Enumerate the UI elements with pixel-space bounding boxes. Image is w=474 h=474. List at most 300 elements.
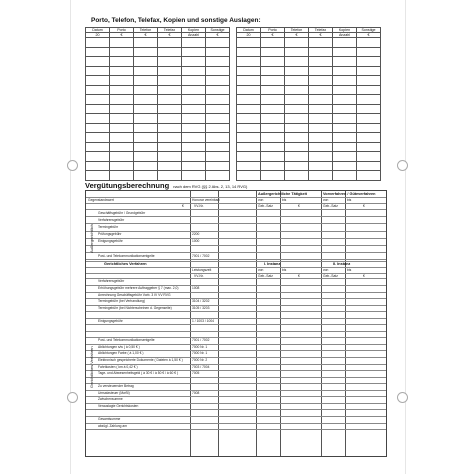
porto-cell[interactable]: [206, 142, 230, 152]
porto-cell[interactable]: [86, 104, 110, 114]
fee-label-b: Ablichtungen Farbe ( à 1,00 € ): [98, 351, 144, 356]
porto-cell[interactable]: [261, 57, 285, 67]
porto-header: Kopien: [182, 28, 206, 33]
porto-cell[interactable]: [158, 133, 182, 143]
porto-cell[interactable]: [309, 47, 333, 57]
fee-label-a: Post- und Telekommunikationsentgelte: [98, 253, 155, 258]
porto-cell[interactable]: [134, 142, 158, 152]
euro-label: €: [298, 204, 300, 208]
porto-header: Sonstige: [357, 28, 381, 33]
vv-number-b: 7003 / 7004: [192, 364, 210, 369]
porto-cell[interactable]: [309, 95, 333, 105]
porto-cell[interactable]: [237, 66, 261, 76]
porto-cell[interactable]: [110, 123, 134, 133]
porto-header: Kopien: [333, 28, 357, 33]
porto-cell[interactable]: [110, 152, 134, 162]
porto-cell[interactable]: [357, 57, 381, 67]
porto-cell[interactable]: [261, 152, 285, 162]
porto-cell[interactable]: [182, 171, 206, 181]
porto-title: Porto, Telefon, Telefax, Kopien und sonstige Auslagen:: [91, 17, 261, 24]
porto-cell[interactable]: [333, 171, 357, 181]
fee-label-b: Verfahrensgebühr: [98, 279, 125, 284]
porto-cell[interactable]: [357, 133, 381, 143]
porto-cell[interactable]: [86, 123, 110, 133]
porto-cell[interactable]: [237, 57, 261, 67]
porto-cell[interactable]: [206, 152, 230, 162]
row-line: [86, 259, 386, 260]
row-line: [86, 216, 386, 217]
row-line: [86, 416, 386, 417]
punch-hole: [397, 160, 408, 171]
porto-cell[interactable]: [158, 142, 182, 152]
header-instanz2: II. Instanz: [333, 262, 351, 267]
porto-cell[interactable]: [134, 114, 158, 124]
porto-cell[interactable]: [86, 47, 110, 57]
porto-cell[interactable]: [285, 76, 309, 86]
porto-cell[interactable]: [86, 76, 110, 86]
porto-cell[interactable]: [134, 104, 158, 114]
porto-cell[interactable]: [357, 104, 381, 114]
porto-cell[interactable]: [158, 38, 182, 48]
row-line: [86, 311, 386, 312]
row-line: [86, 409, 386, 410]
bis-label: bis: [347, 268, 352, 273]
porto-cell[interactable]: [134, 152, 158, 162]
porto-cell[interactable]: [158, 152, 182, 162]
porto-cell[interactable]: [285, 123, 309, 133]
porto-cell[interactable]: [309, 66, 333, 76]
porto-cell[interactable]: [182, 76, 206, 86]
fee-label-b: Gesamtsumme: [98, 416, 121, 421]
euro-label: €: [182, 204, 184, 208]
vv-number-b: 1008: [192, 285, 200, 290]
porto-cell[interactable]: [261, 133, 285, 143]
porto-cell[interactable]: [182, 161, 206, 171]
porto-cell[interactable]: [110, 161, 134, 171]
porto-cell[interactable]: [86, 38, 110, 48]
porto-cell[interactable]: [182, 133, 206, 143]
row-line: [86, 267, 386, 268]
fee-label-a: Verfahrensgebühr: [98, 217, 125, 222]
porto-cell[interactable]: [261, 104, 285, 114]
euro-label: €: [298, 273, 300, 278]
porto-subheader: €: [158, 33, 182, 38]
porto-cell[interactable]: [309, 161, 333, 171]
porto-cell[interactable]: [333, 76, 357, 86]
label-aussergerichtlich: Außergerichtlich: [89, 224, 94, 254]
porto-cell[interactable]: [206, 85, 230, 95]
porto-cell[interactable]: [110, 85, 134, 95]
vv-number-b: 7001 / 7002: [192, 338, 210, 343]
porto-cell[interactable]: [110, 171, 134, 181]
header-aussergericht: Außergerichtliche Tätigkeit: [258, 192, 307, 196]
porto-cell[interactable]: [285, 161, 309, 171]
fee-label-b: Umsatzsteuer (MwSt): [98, 390, 130, 395]
porto-subheader: Anzahl: [182, 33, 206, 38]
vv-number-b: 7000 Nr. 1: [192, 351, 208, 356]
porto-cell[interactable]: [357, 171, 381, 181]
porto-cell[interactable]: [110, 57, 134, 67]
porto-cell[interactable]: [158, 95, 182, 105]
porto-header: Porto: [261, 28, 285, 33]
porto-cell[interactable]: [237, 171, 261, 181]
porto-cell[interactable]: [237, 152, 261, 162]
row-line: [86, 390, 386, 391]
vv-number-b: 7005: [192, 371, 200, 376]
porto-cell[interactable]: [309, 57, 333, 67]
porto-cell[interactable]: [261, 38, 285, 48]
porto-cell[interactable]: [158, 57, 182, 67]
porto-cell[interactable]: [158, 161, 182, 171]
verguetung-table: [85, 190, 387, 457]
euro-label: €: [363, 273, 365, 278]
porto-cell[interactable]: [86, 85, 110, 95]
porto-subheader: €: [206, 33, 230, 38]
fee-label-b: Termingebühr (bei Verhandlung): [98, 299, 146, 304]
porto-cell[interactable]: [261, 114, 285, 124]
porto-cell[interactable]: [206, 95, 230, 105]
bis-label: bis: [347, 198, 352, 202]
porto-cell[interactable]: [86, 114, 110, 124]
porto-cell[interactable]: [206, 57, 230, 67]
euro-label: €: [363, 204, 365, 208]
porto-cell[interactable]: [134, 38, 158, 48]
porto-cell[interactable]: [134, 57, 158, 67]
fee-label-b: Einigungsgebühr: [98, 318, 123, 323]
porto-cell[interactable]: [333, 38, 357, 48]
punch-hole: [397, 392, 408, 403]
porto-cell[interactable]: [237, 104, 261, 114]
porto-cell[interactable]: [333, 66, 357, 76]
porto-header: Telefon: [285, 28, 309, 33]
porto-cell[interactable]: [86, 133, 110, 143]
porto-cell[interactable]: [86, 152, 110, 162]
geb-satz-label: Geb.-Satz: [323, 273, 338, 278]
row-line: [86, 324, 386, 325]
vv-number-b: 7000 Nr. 1: [192, 344, 208, 349]
header-instanz1: I. Instanz: [264, 262, 281, 267]
porto-cell[interactable]: [285, 66, 309, 76]
porto-subheader: 20: [86, 33, 110, 38]
row-line: [86, 223, 386, 224]
porto-cell[interactable]: [206, 66, 230, 76]
vv-number-a: 1000: [192, 239, 200, 244]
porto-cell[interactable]: [158, 114, 182, 124]
porto-cell[interactable]: [237, 38, 261, 48]
porto-cell[interactable]: [285, 95, 309, 105]
porto-cell[interactable]: [110, 104, 134, 114]
porto-cell[interactable]: [182, 95, 206, 105]
porto-cell[interactable]: [333, 85, 357, 95]
porto-cell[interactable]: [237, 114, 261, 124]
porto-cell[interactable]: [110, 38, 134, 48]
porto-cell[interactable]: [285, 171, 309, 181]
vv-nr-label: VV-Nr.: [194, 204, 204, 208]
porto-cell[interactable]: [182, 152, 206, 162]
porto-cell[interactable]: [158, 104, 182, 114]
row-line: [86, 203, 386, 204]
porto-cell[interactable]: [110, 133, 134, 143]
vv-nr-label: VV-Nr.: [194, 273, 204, 278]
porto-cell[interactable]: [182, 57, 206, 67]
porto-cell[interactable]: [110, 76, 134, 86]
porto-cell[interactable]: [261, 161, 285, 171]
porto-cell[interactable]: [285, 85, 309, 95]
porto-subheader: €: [357, 33, 381, 38]
porto-header: Datum: [237, 28, 261, 33]
porto-cell[interactable]: [333, 104, 357, 114]
porto-cell[interactable]: [261, 47, 285, 57]
bis-label: bis: [282, 198, 287, 202]
von-label: von: [258, 268, 264, 273]
porto-cell[interactable]: [110, 114, 134, 124]
porto-cell[interactable]: [134, 47, 158, 57]
porto-cell[interactable]: [357, 47, 381, 57]
verguetung-title: [85, 181, 247, 190]
porto-cell[interactable]: [357, 38, 381, 48]
vv-number-b: 7000 Nr. 2: [192, 358, 208, 362]
porto-cell[interactable]: [86, 66, 110, 76]
porto-cell[interactable]: [237, 76, 261, 86]
row-line: [86, 245, 386, 246]
porto-cell[interactable]: [206, 47, 230, 57]
porto-cell[interactable]: [206, 161, 230, 171]
porto-cell[interactable]: [261, 85, 285, 95]
porto-cell[interactable]: [357, 161, 381, 171]
porto-cell[interactable]: [261, 76, 285, 86]
porto-cell[interactable]: [333, 161, 357, 171]
porto-cell[interactable]: [333, 152, 357, 162]
row-line: [86, 429, 386, 430]
porto-cell[interactable]: [309, 104, 333, 114]
porto-cell[interactable]: [134, 123, 158, 133]
porto-header: Datum: [86, 28, 110, 33]
porto-table-left: [85, 27, 230, 181]
porto-cell[interactable]: [206, 123, 230, 133]
porto-cell[interactable]: [357, 152, 381, 162]
gegenstandswert-label: Gegenstandswert: [88, 198, 114, 202]
porto-cell[interactable]: [333, 133, 357, 143]
porto-cell[interactable]: [206, 38, 230, 48]
fee-label-b: Zwischensumme: [98, 397, 123, 402]
porto-cell[interactable]: [158, 47, 182, 57]
porto-cell[interactable]: [206, 114, 230, 124]
vv-number-a: 2200: [192, 232, 200, 237]
porto-header: Telefax: [158, 28, 182, 33]
fee-label-a: Prüfungsgebühr: [98, 232, 122, 237]
porto-cell[interactable]: [261, 123, 285, 133]
fee-label-b: abzügl. Zahlung am: [98, 423, 127, 428]
fee-label-b: Ablichtungen s/w ( à 0,50 € ): [98, 344, 140, 349]
porto-cell[interactable]: [134, 95, 158, 105]
vv-number-a: 7001 / 7002: [192, 253, 210, 258]
porto-subheader: €: [309, 33, 333, 38]
fee-label-b: Anrechnung Geschäftsgebühr Vorb. 3 IV VV RVG: [98, 292, 171, 297]
porto-subheader: €: [134, 33, 158, 38]
row-line: [86, 377, 386, 378]
porto-cell[interactable]: [357, 123, 381, 133]
porto-cell[interactable]: [206, 104, 230, 114]
porto-cell[interactable]: [285, 114, 309, 124]
porto-cell[interactable]: [134, 66, 158, 76]
leistungszeit-label: Leistungszeit: [192, 268, 212, 273]
porto-cell[interactable]: [357, 142, 381, 152]
porto-cell[interactable]: [86, 95, 110, 105]
geb-satz-label: Geb.-Satz: [258, 273, 273, 278]
vv-number-b: 1 / 1003 / 1004: [192, 318, 214, 323]
porto-subheader: €: [261, 33, 285, 38]
porto-subheader: Anzahl: [333, 33, 357, 38]
porto-cell[interactable]: [333, 142, 357, 152]
porto-cell[interactable]: [134, 76, 158, 86]
porto-cell[interactable]: [309, 38, 333, 48]
porto-cell[interactable]: [333, 47, 357, 57]
porto-cell[interactable]: [182, 123, 206, 133]
porto-cell[interactable]: [357, 66, 381, 76]
porto-cell[interactable]: [158, 76, 182, 86]
porto-cell[interactable]: [309, 133, 333, 143]
form-sheet: [70, 0, 406, 474]
porto-cell[interactable]: [110, 142, 134, 152]
porto-subheader: 20: [237, 33, 261, 38]
geb-satz-label: Geb.-Satz: [258, 204, 273, 208]
porto-subheader: €: [110, 33, 134, 38]
fee-label-b: Verauslagte Gerichtskosten: [98, 403, 139, 408]
porto-cell[interactable]: [237, 47, 261, 57]
row-line: [86, 331, 386, 332]
porto-cell[interactable]: [182, 104, 206, 114]
porto-cell[interactable]: [86, 142, 110, 152]
fee-label-b: Erhöhungsgebühr mehrere Auftraggeber § 7 (max. 2,0): [98, 285, 179, 290]
porto-header: Telefax: [309, 28, 333, 33]
header-vorverfahren: Vorverfahren / Güteverfahren: [323, 192, 376, 196]
von-label: von: [323, 198, 329, 202]
porto-cell[interactable]: [285, 57, 309, 67]
verguetung-title-text: Vergütungsberechnung: [85, 181, 170, 190]
porto-cell[interactable]: [309, 76, 333, 86]
porto-cell[interactable]: [333, 114, 357, 124]
porto-cell[interactable]: [134, 133, 158, 143]
porto-cell[interactable]: [182, 142, 206, 152]
porto-cell[interactable]: [285, 152, 309, 162]
row-line: [86, 231, 386, 232]
fee-label-b: Fahrtkosten ( km à 0,42 € ): [98, 364, 138, 369]
porto-cell[interactable]: [182, 85, 206, 95]
row-line: [86, 396, 386, 397]
bis-label: bis: [282, 268, 287, 273]
porto-cell[interactable]: [86, 57, 110, 67]
porto-cell[interactable]: [134, 171, 158, 181]
porto-cell[interactable]: [237, 161, 261, 171]
porto-cell[interactable]: [158, 66, 182, 76]
fee-label-a: Geschäftsgebühr / Grundgebühr: [98, 210, 146, 215]
porto-cell[interactable]: [86, 161, 110, 171]
porto-cell[interactable]: [309, 85, 333, 95]
porto-cell[interactable]: [333, 57, 357, 67]
porto-cell[interactable]: [309, 152, 333, 162]
porto-cell[interactable]: [261, 66, 285, 76]
porto-cell[interactable]: [158, 123, 182, 133]
vv-number-b: 3105 / 3203: [192, 305, 210, 310]
porto-cell[interactable]: [110, 47, 134, 57]
porto-cell[interactable]: [285, 38, 309, 48]
porto-cell[interactable]: [261, 95, 285, 105]
von-label: von: [323, 268, 329, 273]
porto-cell[interactable]: [158, 85, 182, 95]
fee-label-a: Termingebühr: [98, 224, 119, 229]
porto-header: Sonstige: [206, 28, 230, 33]
label-gerichtlich: Gerichtliches Verfahren: [89, 346, 94, 389]
porto-cell[interactable]: [309, 114, 333, 124]
porto-cell[interactable]: [309, 142, 333, 152]
porto-cell[interactable]: [261, 142, 285, 152]
porto-cell[interactable]: [134, 85, 158, 95]
porto-cell[interactable]: [206, 133, 230, 143]
row-line: [86, 318, 386, 319]
porto-cell[interactable]: [357, 114, 381, 124]
fee-label-a: Einigungsgebühr: [98, 239, 123, 244]
fee-label-b: Termingebühr (bei Nichterscheinen d. Gegenseite): [98, 305, 172, 310]
fee-label-b: Zu versteuernder Betrag: [98, 384, 134, 389]
porto-cell[interactable]: [333, 123, 357, 133]
porto-cell[interactable]: [134, 161, 158, 171]
porto-cell[interactable]: [261, 171, 285, 181]
porto-header: Telefon: [134, 28, 158, 33]
porto-cell[interactable]: [182, 38, 206, 48]
header-gerichtlich: Gerichtliches Verfahren: [104, 262, 147, 267]
row-line: [86, 238, 386, 239]
porto-cell[interactable]: [237, 123, 261, 133]
porto-cell[interactable]: [237, 95, 261, 105]
porto-cell[interactable]: [206, 171, 230, 181]
porto-cell[interactable]: [237, 133, 261, 143]
porto-cell[interactable]: [357, 85, 381, 95]
porto-cell[interactable]: [237, 142, 261, 152]
verguetung-subtitle: nach dem RVG (§§ 2 Abs. 2, 13, 14 RVG): [173, 184, 248, 189]
porto-cell[interactable]: [86, 171, 110, 181]
porto-cell[interactable]: [309, 123, 333, 133]
row-line: [86, 278, 386, 279]
porto-cell[interactable]: [237, 85, 261, 95]
row-line: [86, 423, 386, 424]
porto-table-right: [236, 27, 381, 181]
porto-cell[interactable]: [110, 66, 134, 76]
porto-cell[interactable]: [357, 95, 381, 105]
porto-cell[interactable]: [182, 66, 206, 76]
porto-cell[interactable]: [285, 47, 309, 57]
row-line: [86, 197, 386, 198]
porto-cell[interactable]: [357, 76, 381, 86]
punch-hole: [67, 392, 78, 403]
porto-cell[interactable]: [158, 171, 182, 181]
porto-cell[interactable]: [333, 95, 357, 105]
porto-cell[interactable]: [309, 171, 333, 181]
porto-cell[interactable]: [110, 95, 134, 105]
porto-cell[interactable]: [182, 114, 206, 124]
punch-hole: [67, 160, 78, 171]
porto-cell[interactable]: [285, 104, 309, 114]
row-line: [86, 273, 386, 274]
fee-label-b: Tage- und Abwesenheitsgeld ( à 30 € / à 50 € / à 60 € ): [98, 371, 179, 376]
geb-satz-label: Geb.-Satz: [323, 204, 338, 208]
porto-cell[interactable]: [285, 133, 309, 143]
porto-cell[interactable]: [182, 47, 206, 57]
porto-cell[interactable]: [285, 142, 309, 152]
porto-subheader: €: [285, 33, 309, 38]
fee-label-b: Post- und Telekommunikationsentgelte: [98, 338, 155, 343]
vv-number-b: 7008: [192, 390, 200, 395]
porto-cell[interactable]: [206, 76, 230, 86]
